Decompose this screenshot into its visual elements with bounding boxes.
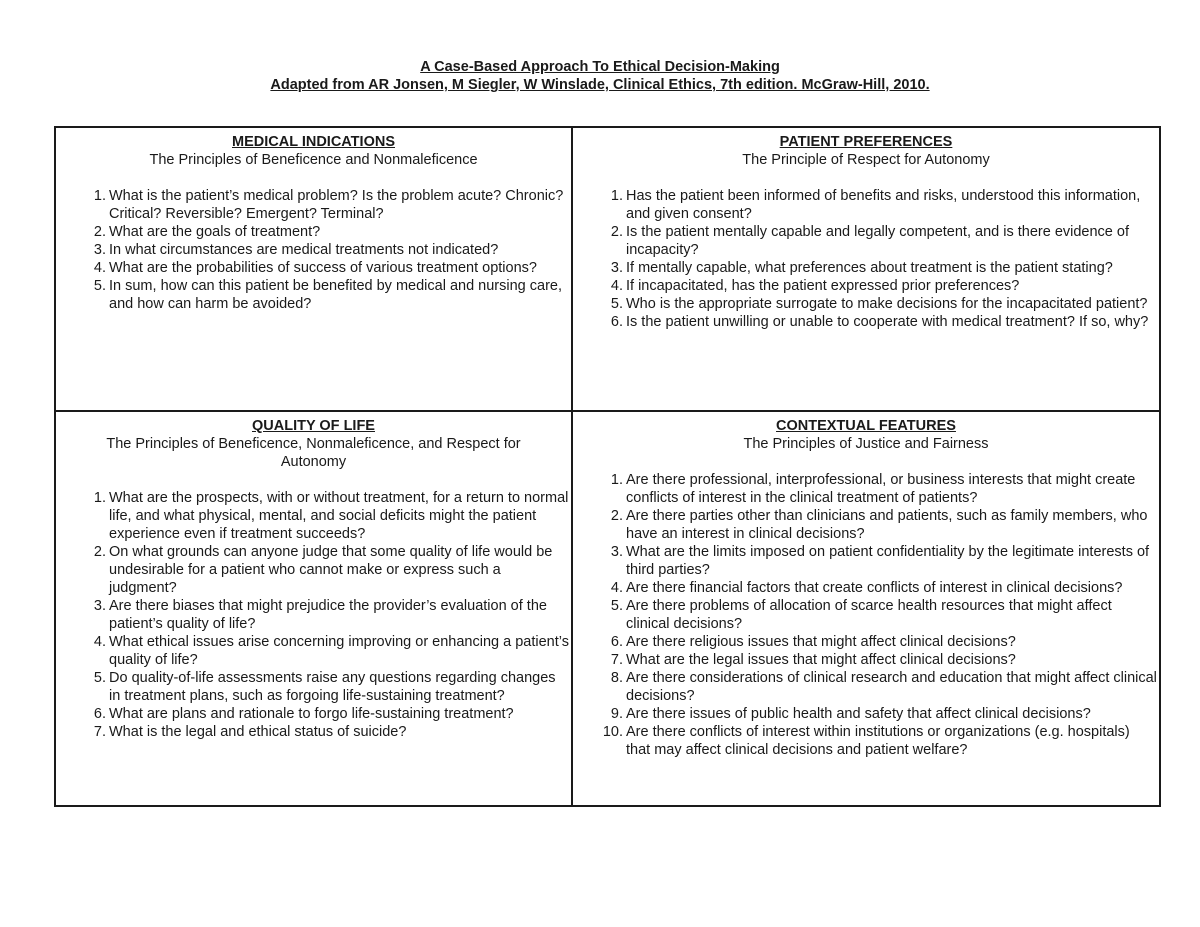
quadrant-patient-preferences xyxy=(573,128,1159,412)
question-number: 6. xyxy=(610,314,623,330)
quadrant-principle: The Principles of Beneficence and Nonmaleficence xyxy=(149,152,478,168)
question-item xyxy=(56,259,571,277)
question-number: 2. xyxy=(610,224,623,240)
question-text: Are there religious issues that might affect clinical decisions? xyxy=(626,634,1016,650)
quadrant-medical-indications xyxy=(56,128,573,412)
document-subtitle: Adapted from AR Jonsen, M Siegler, W Winslade, Clinical Ethics, 7th edition. McGraw-Hill, 2010. xyxy=(270,77,930,93)
question-number: 3. xyxy=(610,260,623,276)
quadrant-heading: QUALITY OF LIFE xyxy=(252,418,375,434)
question-item xyxy=(56,723,571,741)
question-text: What are the legal issues that might affect clinical decisions? xyxy=(626,652,1016,668)
question-number: 5. xyxy=(93,278,106,294)
question-item xyxy=(573,295,1159,313)
document-header xyxy=(0,58,1200,94)
question-item xyxy=(573,187,1159,223)
question-text: Is the patient unwilling or unable to cooperate with medical treatment? If so, why? xyxy=(626,314,1149,330)
question-item xyxy=(573,223,1159,259)
question-text: What are plans and rationale to forgo life-sustaining treatment? xyxy=(109,706,514,722)
question-text: Are there biases that might prejudice the provider’s evaluation of the patient’s quality of life? xyxy=(109,598,547,632)
question-number: 2. xyxy=(610,508,623,524)
question-number: 7. xyxy=(93,724,106,740)
question-item xyxy=(573,543,1159,579)
quadrant-principle: The Principle of Respect for Autonomy xyxy=(742,152,990,168)
question-text: What are the limits imposed on patient confidentiality by the legitimate interests of third parties? xyxy=(626,544,1150,578)
question-text: Are there considerations of clinical research and education that might affect clinical decisions? xyxy=(626,670,1157,704)
question-number: 4. xyxy=(93,634,106,650)
question-number: 1. xyxy=(93,188,106,204)
question-text: What ethical issues arise concerning improving or enhancing a patient’s quality of life? xyxy=(109,634,569,668)
document-title: A Case-Based Approach To Ethical Decision-Making xyxy=(420,59,780,75)
question-item xyxy=(573,259,1159,277)
question-item xyxy=(56,187,571,223)
question-text: Are there professional, interprofessional, or business interests that might create conflicts of interest in the clinical treatment of patients? xyxy=(626,472,1136,506)
question-item xyxy=(56,223,571,241)
question-item xyxy=(573,669,1159,705)
question-text: Are there parties other than clinicians and patients, such as family members, who have an interest in clinical decisions? xyxy=(626,508,1148,542)
question-number: 3. xyxy=(93,598,106,614)
question-item xyxy=(56,241,571,259)
quadrant-heading: CONTEXTUAL FEATURES xyxy=(776,418,956,434)
question-number: 1. xyxy=(610,188,623,204)
question-item xyxy=(56,489,571,543)
question-text: If mentally capable, what preferences about treatment is the patient stating? xyxy=(626,260,1113,276)
question-item xyxy=(573,313,1159,331)
question-item xyxy=(573,597,1159,633)
question-item xyxy=(573,579,1159,597)
question-number: 10. xyxy=(602,724,623,740)
quadrant-contextual-features xyxy=(573,412,1159,805)
question-item xyxy=(573,723,1159,759)
question-number: 3. xyxy=(610,544,623,560)
question-item xyxy=(56,277,571,313)
question-text: What is the legal and ethical status of suicide? xyxy=(109,724,407,740)
question-item xyxy=(56,543,571,597)
question-list xyxy=(573,187,1159,331)
question-number: 1. xyxy=(610,472,623,488)
question-item xyxy=(573,633,1159,651)
question-number: 5. xyxy=(610,296,623,312)
question-item xyxy=(573,705,1159,723)
question-item xyxy=(573,471,1159,507)
quadrant-principle: The Principles of Justice and Fairness xyxy=(743,436,989,452)
question-number: 4. xyxy=(610,580,623,596)
four-box-table xyxy=(54,126,1161,807)
question-text: Are there issues of public health and safety that affect clinical decisions? xyxy=(626,706,1091,722)
question-number: 6. xyxy=(93,706,106,722)
question-text: Is the patient mentally capable and legally competent, and is there evidence of incapacity? xyxy=(626,224,1129,258)
question-item xyxy=(56,705,571,723)
question-text: Do quality-of-life assessments raise any questions regarding changes in treatment plans, such as forgoing life-sustaining treatment? xyxy=(109,670,556,704)
question-item xyxy=(56,633,571,669)
question-number: 8. xyxy=(610,670,623,686)
question-item xyxy=(56,669,571,705)
question-list xyxy=(573,471,1159,759)
question-item xyxy=(56,597,571,633)
question-number: 3. xyxy=(93,242,106,258)
question-item xyxy=(573,277,1159,295)
question-text: In sum, how can this patient be benefited by medical and nursing care, and how can harm be avoided? xyxy=(109,278,562,312)
question-text: What is the patient’s medical problem? Is the problem acute? Chronic? Critical? Reversible? Emergent? Terminal? xyxy=(109,188,564,222)
question-text: What are the probabilities of success of various treatment options? xyxy=(109,260,537,276)
question-list xyxy=(56,489,571,741)
question-text: What are the goals of treatment? xyxy=(109,224,321,240)
question-number: 6. xyxy=(610,634,623,650)
quadrant-heading: PATIENT PREFERENCES xyxy=(779,134,953,150)
question-item xyxy=(573,651,1159,669)
question-text: Are there financial factors that create conflicts of interest in clinical decisions? xyxy=(626,580,1123,596)
question-text: On what grounds can anyone judge that some quality of life would be undesirable for a patient who cannot make or express such a judgment? xyxy=(109,544,553,596)
question-list xyxy=(56,187,571,313)
question-text: Are there conflicts of interest within institutions or organizations (e.g. hospitals) that may affect clinical decisions and patient welfare? xyxy=(626,724,1130,758)
question-number: 5. xyxy=(610,598,623,614)
question-text: Are there problems of allocation of scarce health resources that might affect clinical decisions? xyxy=(626,598,1112,632)
question-text: In what circumstances are medical treatments not indicated? xyxy=(109,242,499,258)
question-text: What are the prospects, with or without treatment, for a return to normal life, and what physical, mental, and social deficits might the patient experience even if treatment succeeds? xyxy=(109,490,569,542)
quadrant-principle: The Principles of Beneficence, Nonmaleficence, and Respect for Autonomy xyxy=(106,436,521,470)
question-number: 5. xyxy=(93,670,106,686)
question-item xyxy=(573,507,1159,543)
quadrant-heading: MEDICAL INDICATIONS xyxy=(232,134,395,150)
question-text: Has the patient been informed of benefits and risks, understood this information, and given consent? xyxy=(626,188,1141,222)
question-number: 7. xyxy=(610,652,623,668)
question-number: 4. xyxy=(610,278,623,294)
question-text: If incapacitated, has the patient expressed prior preferences? xyxy=(626,278,1020,294)
question-number: 9. xyxy=(610,706,623,722)
question-text: Who is the appropriate surrogate to make decisions for the incapacitated patient? xyxy=(626,296,1148,312)
question-number: 1. xyxy=(93,490,106,506)
question-number: 4. xyxy=(93,260,106,276)
quadrant-quality-of-life xyxy=(56,412,573,805)
question-number: 2. xyxy=(93,224,106,240)
question-number: 2. xyxy=(93,544,106,560)
